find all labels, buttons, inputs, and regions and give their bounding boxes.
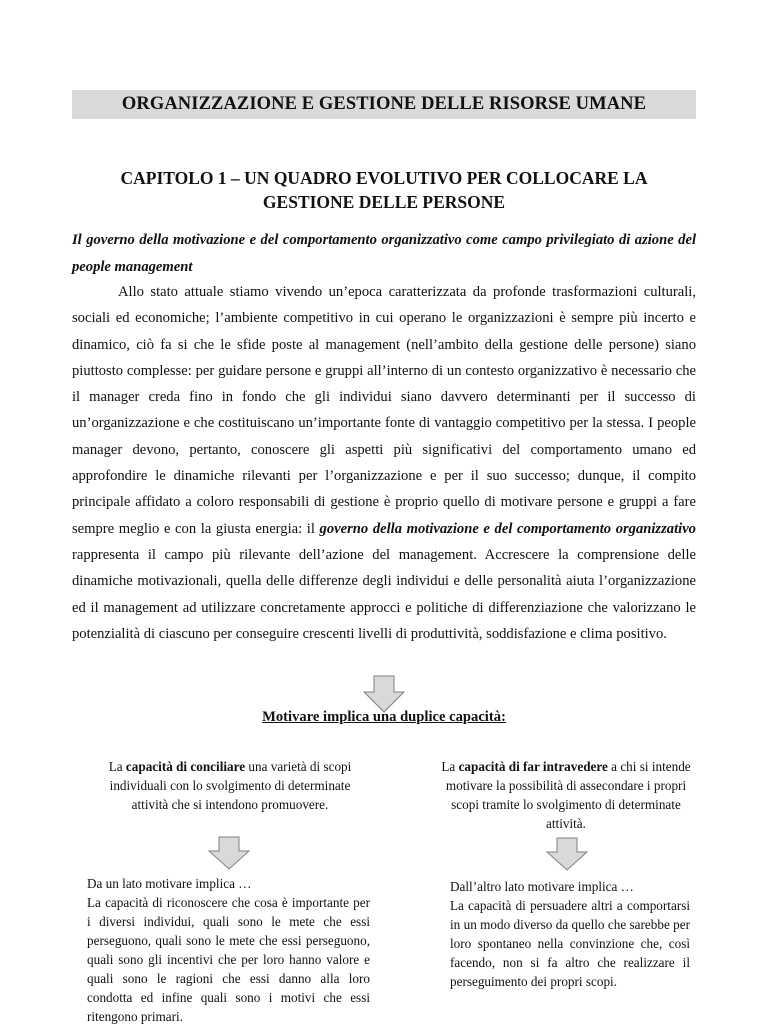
document-title: ORGANIZZAZIONE E GESTIONE DELLE RISORSE UMANE [72, 90, 696, 119]
capacity-right-box [440, 757, 692, 833]
down-arrow-left-icon [208, 836, 250, 870]
chapter-title-line-1: CAPITOLO 1 – UN QUADRO EVOLUTIVO PER COLLOCARE LA [120, 168, 648, 188]
section-title: Il governo della motivazione e del comportamento organizzativo come campo privilegiato di azione del people management [72, 232, 696, 275]
detail-left-text: La capacità di riconoscere che cosa è importante per i diversi individui, quali sono le mete che essi perseguono, quali sono le mete che essi perseguono, quali sono gli incentivi che per loro hanno valore e quali sono le ragioni che essi danno alla loro condotta ed infine quali sono i motivi che essi ritengono primari. [87, 895, 370, 1024]
detail-right-lead: Dall’altro lato motivare implica … [450, 879, 634, 894]
capacity-right-post: a chi si intende motivare la possibilità di assecondare i propri scopi tramite lo svolgimento di determinate attività. [445, 759, 691, 831]
down-arrow-icon [363, 675, 405, 713]
body-paragraph [72, 279, 696, 647]
body-emphasis: governo della motivazione e del comportamento organizzativo [319, 520, 696, 537]
body-text-part-1: Allo stato attuale stiamo vivendo un’epoca caratterizzata da profonde trasformazioni culturali, sociali ed economiche; l’ambiente competitivo in cui operano le organizzazioni è sempre più incerto e dinamico, ciò fa si che le sfide poste al management (nell’ambito della gestione delle persone) siano piuttosto complesse: per guidare persone e gruppi all’interno di un contesto organizzativo è necessario che il manager creda fino in fondo che gli individui siano davvero determinanti per il successo di un’organizzazione e che costituiscano un’importante fonte di vantaggio competitivo per la stessa. I people manager devono, pertanto, conoscere gli aspetti più significativi del comportamento umano ed approfondire le dinamiche rilevanti per l’organizzazione e per il suo successo; dunque, il compito principale affidato a coloro responsabili di gestione è proprio quello di motivare persone e gruppi a fare sempre meglio e con la giusta energia: il [72, 284, 696, 537]
capacity-left-pre: La [108, 759, 126, 774]
detail-left-lead: Da un lato motivare implica … [87, 876, 252, 891]
capacity-left-bold: capacità di conciliare [125, 759, 246, 774]
body-text-part-2: rappresenta il campo più rilevante dell’azione del management. Accrescere la comprensione delle dinamiche motivazionali, quella delle differenze degli individui e delle personalità aiuta l’organizzazione ed il management ad utilizzare concretamente approcci e politiche di differenziazione che valorizzano le potenzialità di ciascuno per conseguire crescenti livelli di produttività, soddisfazione e clima positivo. [72, 546, 696, 642]
capacity-left-post: una varietà di scopi individuali con lo svolgimento di determinate attività che si intendono promuovere. [109, 759, 352, 812]
chapter-title [72, 166, 696, 214]
detail-right-text: La capacità di persuadere altri a comportarsi in un modo diverso da quello che sarebbe per loro spontaneo nella convinzione che, così facendo, non si fa altro che realizzare il perseguimento dei propri scopi. [450, 898, 690, 989]
down-arrow-right-icon [546, 837, 588, 871]
capacity-left-box [104, 757, 356, 814]
motivare-heading: Motivare implica una duplice capacità: [262, 709, 506, 725]
capacity-right-pre: La [441, 759, 459, 774]
detail-right-box [450, 877, 690, 991]
chapter-title-line-2: GESTIONE DELLE PERSONE [262, 192, 506, 212]
detail-left-box [87, 874, 370, 1026]
capacity-right-bold: capacità di far intravedere [458, 759, 608, 774]
